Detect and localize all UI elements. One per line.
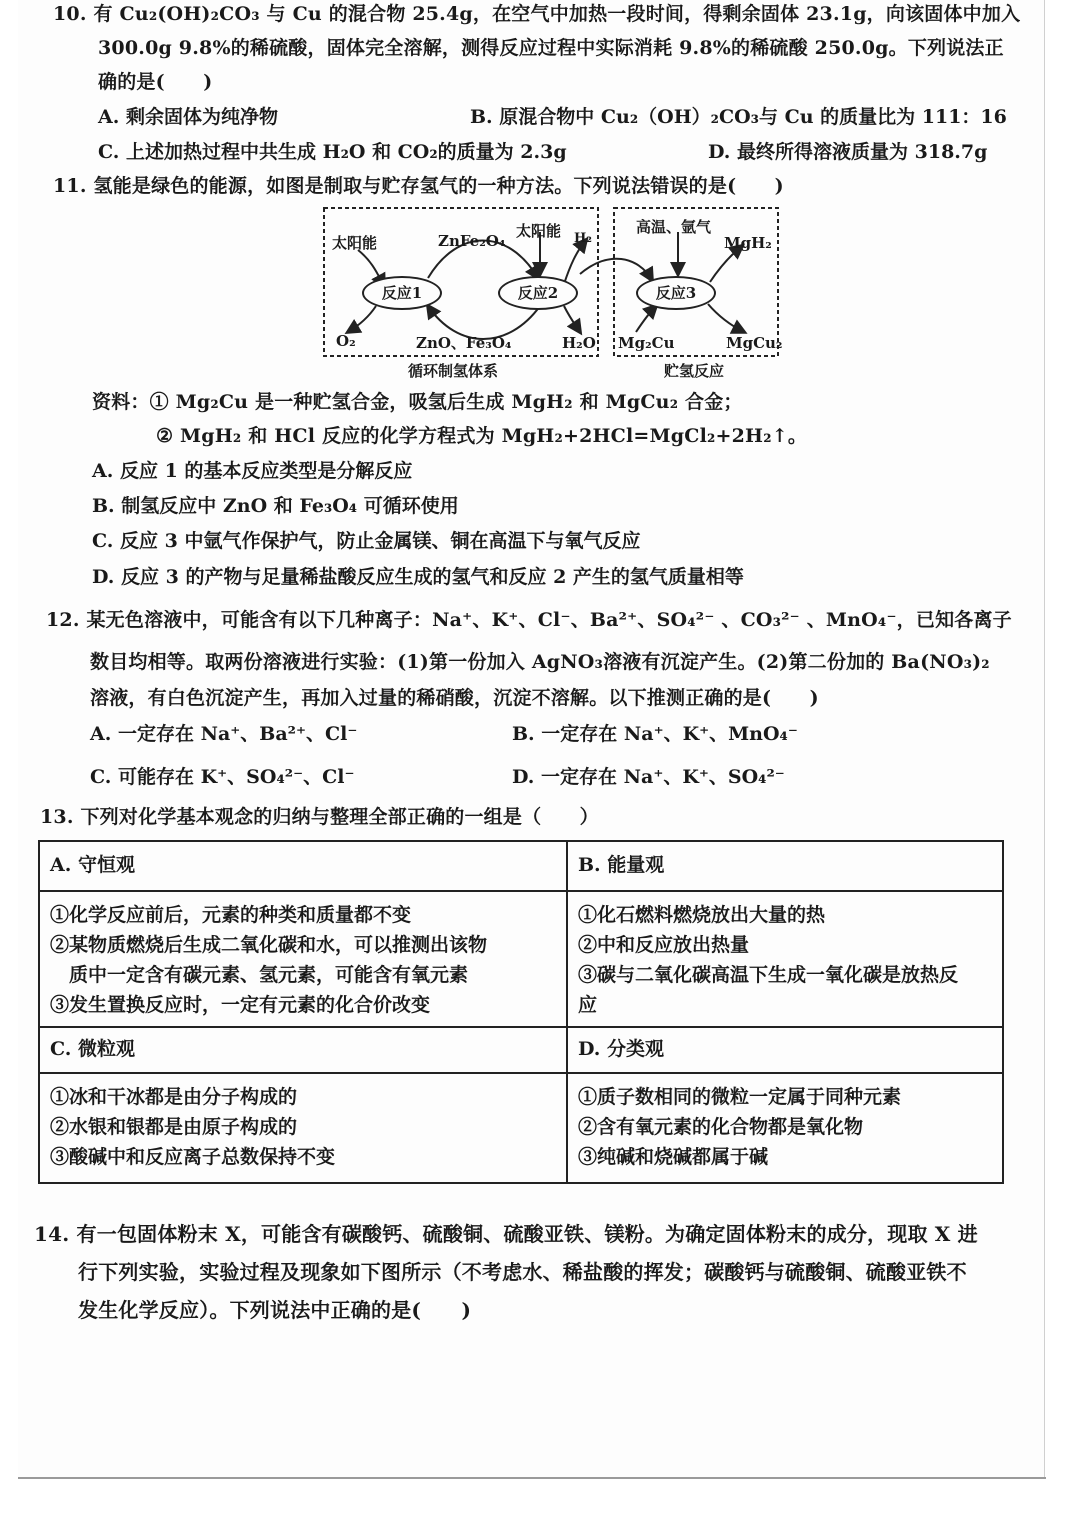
q12-option-c: C. 可能存在 K⁺、SO₄²⁻、Cl⁻ (90, 766, 355, 788)
d-item-1: ①质子数相同的微粒一定属于同种元素 (578, 1086, 902, 1108)
q12-line1: 12. 某无色溶液中，可能含有以下几种离子：Na⁺、K⁺、Cl⁻、Ba²⁺、SO₄²⁻ 、CO₃²⁻ 、MnO₄⁻，已知各离子 (46, 609, 1012, 631)
q10-option-b: B. 原混合物中 Cu₂（OH）₂CO₃与 Cu 的质量比为 111：16 (470, 106, 1007, 128)
d-item-3: ③纯碱和烧碱都属于碱 (578, 1146, 769, 1168)
cell-c-body (40, 1082, 566, 1172)
q13-concept-table (38, 840, 1004, 1184)
cell-a-body (40, 900, 566, 1020)
q10-option-a: A. 剩余固体为纯净物 (98, 106, 278, 128)
h2o-label: H₂O (562, 334, 596, 352)
q11-option-d: D. 反应 3 的产物与足量稀盐酸反应生成的氢气和反应 2 产生的氢气质量相等 (92, 566, 744, 588)
q10-line1: 10. 有 Cu₂(OH)₂CO₃ 与 Cu 的混合物 25.4g，在空气中加热一段时间，得剩余固体 23.1g，向该固体中加入 (53, 3, 1021, 25)
q12-option-b: B. 一定存在 Na⁺、K⁺、MnO₄⁻ (512, 723, 798, 745)
q11-info-2: ② MgH₂ 和 HCl 反应的化学方程式为 MgH₂+2HCl=MgCl₂+2H₂↑。 (156, 425, 808, 447)
cell-a-header: A. 守恒观 (50, 854, 135, 876)
o2-label: O₂ (336, 332, 356, 350)
q10-option-c: C. 上述加热过程中共生成 H₂O 和 CO₂的质量为 2.3g (98, 141, 567, 163)
a-item-4: ③发生置换反应时，一定有元素的化合价改变 (50, 994, 431, 1016)
h2-transfer-arrow (580, 259, 652, 280)
q12-option-a: A. 一定存在 Na⁺、Ba²⁺、Cl⁻ (90, 723, 358, 745)
reaction-2: 反应2 (498, 276, 578, 310)
q11-option-a: A. 反应 1 的基本反应类型是分解反应 (92, 460, 413, 482)
h2-label: H₂ (574, 231, 592, 246)
q11-stem: 11. 氢能是绿色的能源，如图是制取与贮存氢气的一种方法。下列说法错误的是( ) (53, 175, 784, 197)
o2-arrow (348, 306, 376, 332)
b-item-4: 应 (578, 994, 598, 1016)
cell-b-header: B. 能量观 (578, 854, 665, 876)
table-divider-2 (40, 1026, 1002, 1028)
a-item-2: ②某物质燃烧后生成二氧化碳和水，可以推测出该物 (50, 934, 488, 956)
a-item-1: ①化学反应前后，元素的种类和质量都不变 (50, 904, 412, 926)
znfe2o4-label: ZnFe₂O₄ (438, 232, 506, 250)
q12-line2: 数目均相等。取两份溶液进行实验：(1)第一份加入 AgNO₃溶液有沉淀产生。(2)第二份加的 Ba(NO₃)₂ (90, 651, 990, 673)
q12-line3: 溶液，有白色沉淀产生，再加入过量的稀硝酸，沉淀不溶解。以下推测正确的是( ) (90, 687, 819, 709)
b-item-2: ②中和反应放出热量 (578, 934, 750, 956)
sun1-label: 太阳能 (332, 234, 378, 252)
a-item-3: 质中一定含有碳元素、氢元素，可能含有氧元素 (50, 964, 469, 986)
b-item-1: ①化石燃料燃烧放出大量的热 (578, 904, 826, 926)
cell-c-header: C. 微粒观 (50, 1038, 136, 1060)
hydrogen-cycle-diagram (318, 200, 788, 390)
c-item-3: ③酸碱中和反应离子总数保持不变 (50, 1146, 336, 1168)
cell-b-body (568, 900, 1004, 1020)
c-item-1: ①冰和干冰都是由分子构成的 (50, 1086, 298, 1108)
mgcu2-arrow (708, 304, 744, 332)
b-item-3: ③碳与二氧化碳高温下生成一氧化碳是放热反 (578, 964, 959, 986)
mg2cu-label: Mg₂Cu (618, 334, 675, 352)
page-bottom-edge (18, 1477, 1046, 1479)
cell-d-body (568, 1082, 1004, 1172)
zno-fe3o4-label: ZnO、Fe₃O₄ (416, 334, 512, 352)
reaction-3: 反应3 (636, 276, 716, 310)
high-temp-argon-label: 高温、氩气 (636, 218, 712, 236)
c-item-2: ②水银和银都是由原子构成的 (50, 1116, 298, 1138)
q10-line2: 300.0g 9.8%的稀硫酸，固体完全溶解，测得反应过程中实际消耗 9.8%的稀硫酸 250.0g。下列说法正 (98, 37, 1004, 59)
exam-page (18, 0, 1045, 1478)
d-item-2: ②含有氧元素的化合物都是氧化物 (578, 1116, 864, 1138)
table-divider-3 (40, 1072, 1002, 1074)
cell-d-header: D. 分类观 (578, 1038, 665, 1060)
q14-line1: 14. 有一包固体粉末 X，可能含有碳酸钙、硫酸铜、硫酸亚铁、镁粉。为确定固体粉末的成分，现取 X 进 (34, 1222, 978, 1246)
sun2-label: 太阳能 (516, 222, 562, 240)
table-divider-1 (40, 890, 1002, 892)
storage-caption: 贮氢反应 (664, 362, 725, 380)
reaction-1: 反应1 (362, 276, 442, 310)
mg2cu-arrow (636, 306, 656, 332)
h2o-arrow (564, 306, 580, 332)
q11-option-b: B. 制氢反应中 ZnO 和 Fe₃O₄ 可循环使用 (92, 495, 459, 517)
q10-line3: 确的是( ) (98, 71, 213, 93)
cycle-caption: 循环制氢体系 (408, 362, 499, 380)
q12-option-d: D. 一定存在 Na⁺、K⁺、SO₄²⁻ (512, 766, 785, 788)
q11-info-1: 资料：① Mg₂Cu 是一种贮氢合金，吸氢后生成 MgH₂ 和 MgCu₂ 合金； (92, 391, 743, 413)
mgh2-label: MgH₂ (724, 234, 772, 252)
q14-line3: 发生化学反应）。下列说法中正确的是( ) (78, 1298, 472, 1322)
q14-line2: 行下列实验，实验过程及现象如下图所示（不考虑水、稀盐酸的挥发；碳酸钙与硫酸铜、硫酸亚铁不 (78, 1260, 967, 1284)
q11-option-c: C. 反应 3 中氩气作保护气，防止金属镁、铜在高温下与氧气反应 (92, 530, 641, 552)
q13-stem: 13. 下列对化学基本观念的归纳与整理全部正确的一组是（ ） (40, 806, 599, 828)
q10-option-d: D. 最终所得溶液质量为 318.7g (708, 141, 988, 163)
mgcu2-label: MgCu₂ (726, 334, 783, 352)
